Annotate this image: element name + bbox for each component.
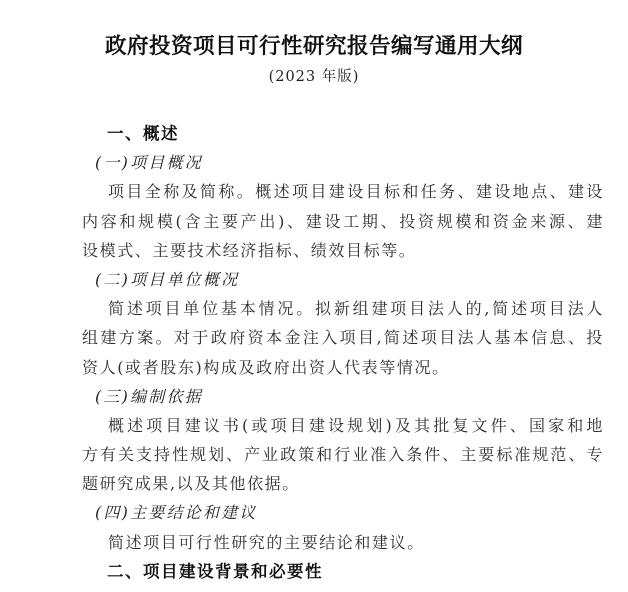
subsection-heading: (四)主要结论和建议 <box>95 503 258 523</box>
document-edition: (2023 年版) <box>268 69 360 85</box>
paragraph-line: 项目全称及简称。概述项目建设目标和任务、建设地点、建设 <box>108 182 604 202</box>
document-title: 政府投资项目可行性研究报告编写通用大纲 <box>104 34 523 59</box>
paragraph-line: 方有关支持性规划、产业政策和行业准入条件、主要标准规范、专 <box>82 445 604 465</box>
subsection-heading: (三)编制依据 <box>95 386 203 406</box>
paragraph-line: 题研究成果,以及其他依据。 <box>82 474 300 494</box>
paragraph-line: 概述项目建议书(或项目建设规划)及其批复文件、国家和地 <box>108 415 604 435</box>
paragraph-line: 设模式、主要技术经济指标、绩效目标等。 <box>82 240 417 260</box>
paragraph-line: 简述项目可行性研究的主要结论和建议。 <box>108 532 425 552</box>
section-heading: 一、概述 <box>107 124 179 143</box>
section-heading: 二、项目建设背景和必要性 <box>107 561 323 581</box>
subsection-heading: (一)项目概况 <box>95 153 203 173</box>
paragraph-line: 内容和规模(含主要产出)、建设工期、投资规模和资金来源、建 <box>82 211 604 231</box>
paragraph-line: 简述项目单位基本情况。拟新组建项目法人的,简述项目法人 <box>108 299 604 319</box>
subsection-heading: (二)项目单位概况 <box>95 269 240 289</box>
document-body <box>82 119 604 586</box>
paragraph-line: 资人(或者股东)构成及政府出资人代表等情况。 <box>82 357 450 377</box>
paragraph-line: 组建方案。对于政府资本金注入项目,简述项目法人基本信息、投 <box>82 328 604 348</box>
